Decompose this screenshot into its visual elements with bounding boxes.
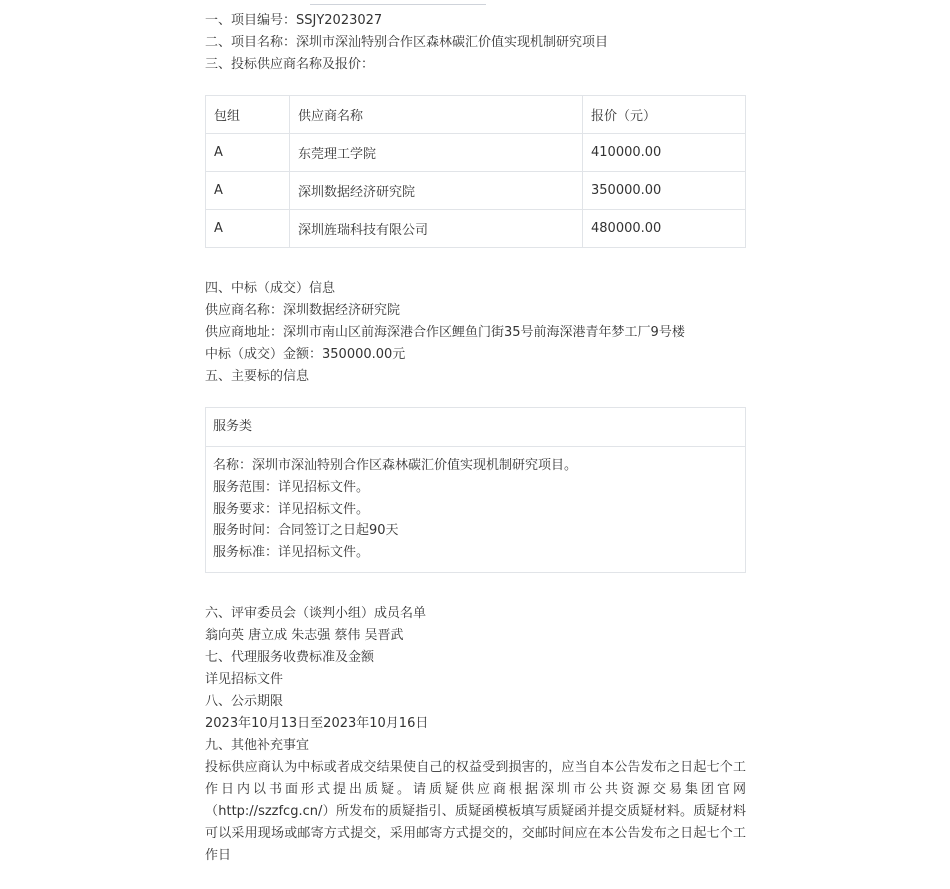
announcement-body <box>205 10 746 867</box>
cell-supplier: 深圳数据经济研究院 <box>290 172 583 210</box>
project-number: 一、项目编号：SSJY2023027 <box>205 13 383 28</box>
fee-text: 详见招标文件 <box>205 671 284 687</box>
cell-supplier: 深圳旌瑞科技有限公司 <box>290 210 583 248</box>
header-lot: 包组 <box>206 96 290 134</box>
top-divider <box>310 4 486 5</box>
cell-price: 350000.00 <box>583 172 746 210</box>
header-price: 报价（元） <box>583 96 746 134</box>
bid-table <box>205 95 746 248</box>
award-amount: 中标（成交）金额：350000.00元 <box>205 347 406 362</box>
service-info-box <box>205 407 746 573</box>
publicity-period: 2023年10月13日至2023年10月16日 <box>205 715 429 731</box>
service-scope: 服务范围：详见招标文件。 <box>213 479 370 495</box>
service-type-title: 服务类 <box>206 408 745 447</box>
cell-supplier: 东莞理工学院 <box>290 134 583 172</box>
cell-price: 410000.00 <box>583 134 746 172</box>
award-heading: 四、中标（成交）信息 <box>205 281 336 296</box>
cell-lot: A <box>206 210 290 248</box>
service-standard: 服务标准：详见招标文件。 <box>213 545 370 561</box>
supplementary-heading: 九、其他补充事宜 <box>205 737 310 753</box>
service-details <box>206 447 745 572</box>
winning-supplier-name: 供应商名称：深圳数据经济研究院 <box>205 303 401 318</box>
table-row <box>206 172 746 210</box>
winning-supplier-address: 供应商地址：深圳市南山区前海深港合作区鲤鱼门街35号前海深港青年梦工厂9号楼 <box>205 325 685 340</box>
service-duration: 服务时间：合同签订之日起90天 <box>213 523 399 539</box>
cell-lot: A <box>206 134 290 172</box>
publicity-heading: 八、公示期限 <box>205 693 284 709</box>
fee-heading: 七、代理服务收费标准及金额 <box>205 649 375 665</box>
committee-heading: 六、评审委员会（谈判小组）成员名单 <box>205 605 427 621</box>
service-name: 名称：深圳市深汕特别合作区森林碳汇价值实现机制研究项目。 <box>213 458 578 473</box>
subject-heading: 五、主要标的信息 <box>205 369 310 384</box>
cell-price: 480000.00 <box>583 210 746 248</box>
table-header-row <box>206 96 746 134</box>
project-name: 二、项目名称：深圳市深汕特别合作区森林碳汇价值实现机制研究项目 <box>205 35 609 50</box>
bidders-heading: 三、投标供应商名称及报价： <box>205 57 375 72</box>
supplementary-paragraph: 投标供应商认为中标或者成交结果使自己的权益受到损害的，应当自本公告发布之日起七个工作日内以书面形式提出质疑。请质疑供应商根据深圳市公共资源交易集团官网（http://szzfcg.cn/）所发布的质疑指引、质疑函模板填写质疑函并提交质疑材料。质疑材料可以采用现场或邮寄方式提交，采用邮寄方式提交的，交邮时间应在本公告发布之日起七个工作日 <box>205 759 746 863</box>
service-requirements: 服务要求：详见招标文件。 <box>213 501 370 517</box>
committee-members: 翁向英 唐立成 朱志强 蔡伟 吴晋武 <box>205 627 404 643</box>
table-row <box>206 134 746 172</box>
header-supplier: 供应商名称 <box>290 96 583 134</box>
table-row <box>206 210 746 248</box>
cell-lot: A <box>206 172 290 210</box>
